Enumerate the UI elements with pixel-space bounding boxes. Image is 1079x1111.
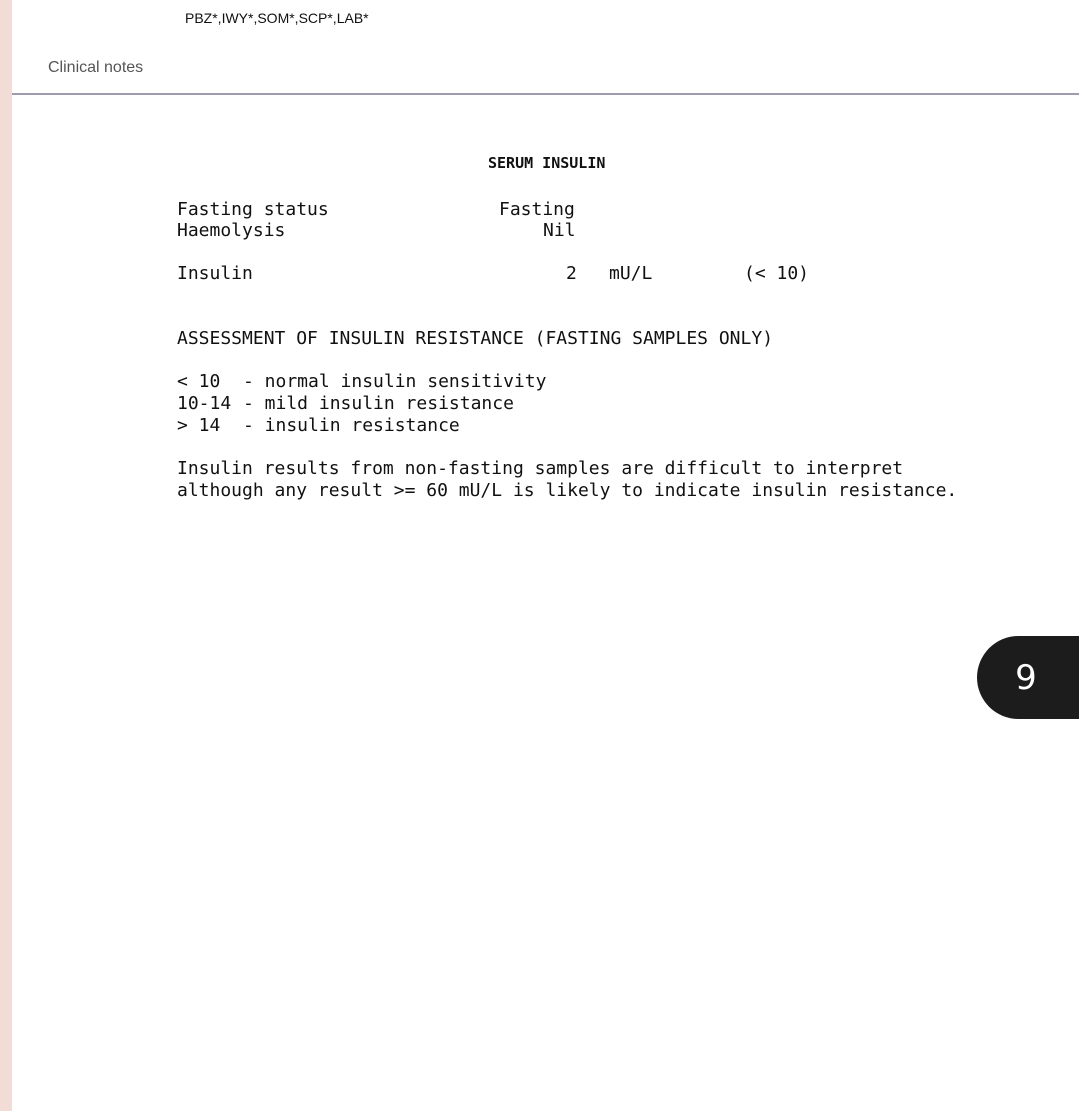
fasting-status-label: Fasting status <box>177 199 329 220</box>
range-row-description: - normal insulin sensitivity <box>243 371 547 392</box>
haemolysis-label: Haemolysis <box>177 220 286 241</box>
department-codes: PBZ*,IWY*,SOM*,SCP*,LAB* <box>185 10 369 26</box>
report-title: SERUM INSULIN <box>488 154 606 172</box>
range-row-value: < 10 <box>177 371 232 392</box>
range-row-description: - mild insulin resistance <box>243 393 514 414</box>
clinical-notes-label: Clinical notes <box>48 59 144 76</box>
haemolysis-value: Nil <box>543 220 576 241</box>
fasting-status-value: Fasting <box>499 199 575 220</box>
page-number: 9 <box>1015 657 1037 698</box>
interpretation-note-line: although any result >= 60 mU/L is likely to indicate insulin resistance. <box>177 480 958 501</box>
interpretation-note-line: Insulin results from non-fasting samples are difficult to interpret <box>177 458 904 479</box>
range-row-value: > 14 <box>177 415 232 436</box>
insulin-reference-range: (< 10) <box>744 263 810 284</box>
assessment-heading: ASSESSMENT OF INSULIN RESISTANCE (FASTING SAMPLES ONLY) <box>177 328 774 349</box>
insulin-label: Insulin <box>177 263 253 284</box>
page-number-badge[interactable] <box>977 636 1079 719</box>
range-row-description: - insulin resistance <box>243 415 460 436</box>
range-row-value: 10-14 <box>177 393 232 414</box>
insulin-value: 2 <box>566 263 577 284</box>
insulin-unit: mU/L <box>609 263 653 284</box>
